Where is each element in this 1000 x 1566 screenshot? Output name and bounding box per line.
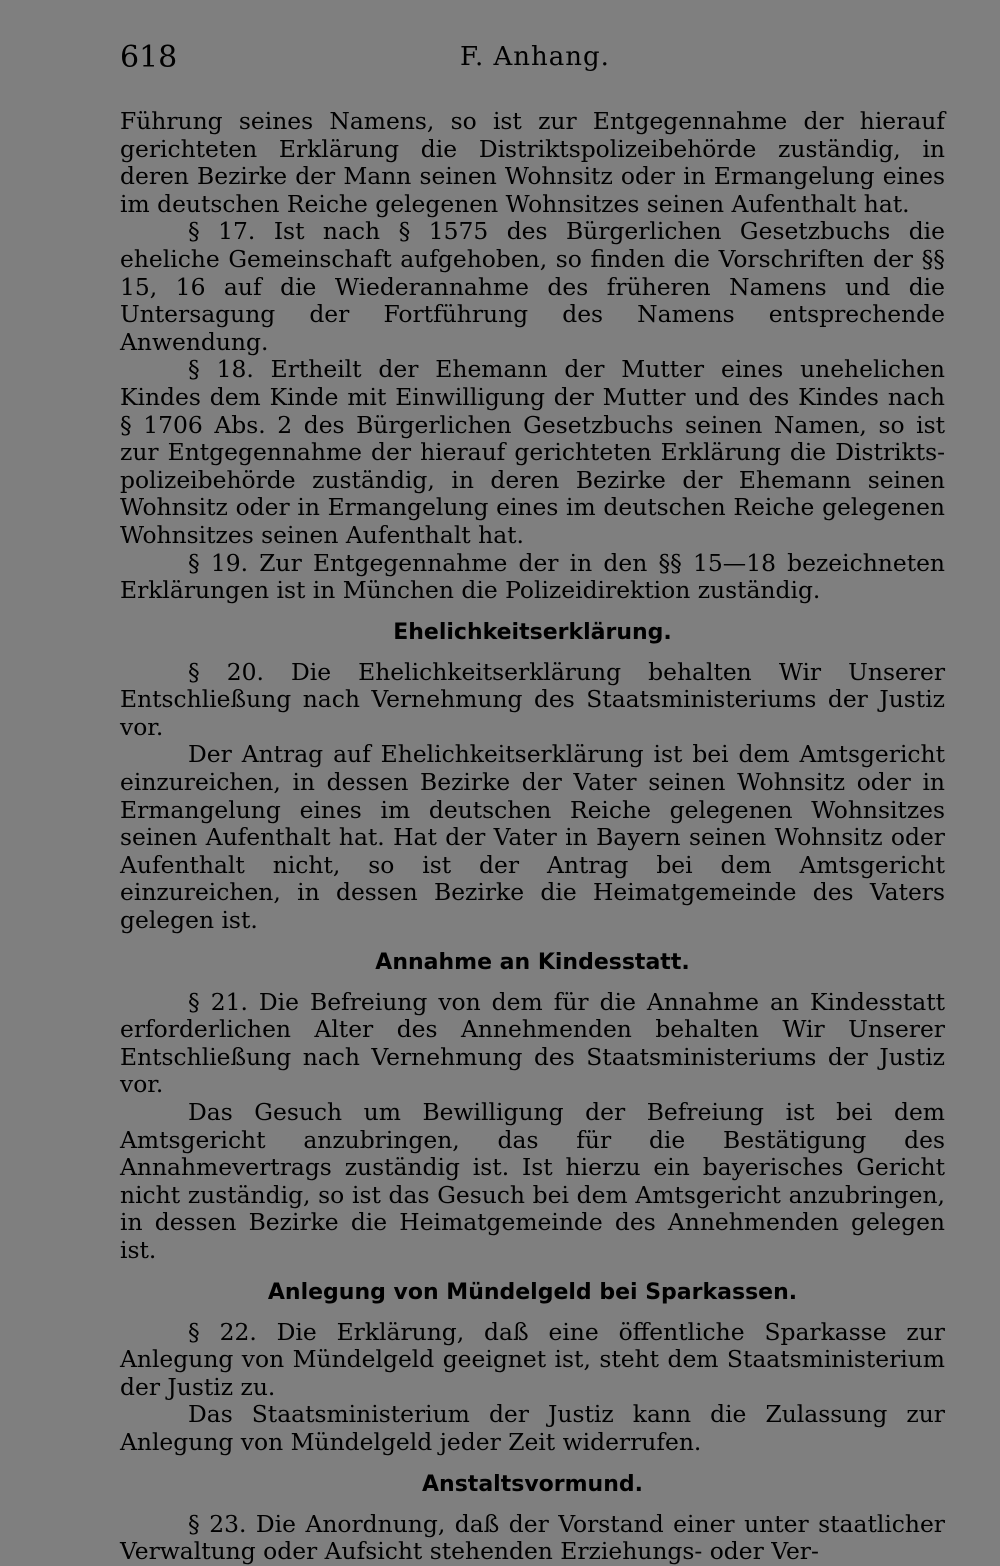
paragraph: § 20. Die Ehelichkeitserklärung behalten Wir Unserer Entschließung nach Vernehmung des Staatsministeriums der Justiz vor. bbox=[120, 657, 945, 741]
section-heading: Anstaltsvormund. bbox=[422, 1471, 643, 1497]
section-heading: Annahme an Kindesstatt. bbox=[375, 949, 690, 975]
paragraph: § 19. Zur Entgegennahme der in den §§ 15—18 bezeichneten Erklärungen ist in München die Polizeidirektion zuständig. bbox=[120, 548, 945, 605]
document-body bbox=[120, 108, 945, 1566]
paragraph: § 18. Ertheilt der Ehemann der Mutter eines unehelichen Kindes dem Kinde mit Einwilligung der Mutter und des Kindes nach § 1706 Abs. 2 des Bürgerlichen Gesetzbuchs seinen Namen, so ist zur Entgegennahme der hierauf gerichteten Erklärung die Distrikts-polizeibehörde zuständig, in deren Bezirke der Ehemann seinen Wohnsitz oder in Ermangelung eines im deutschen Reiche gelegenen Wohnsitzes seinen Aufenthalt hat. bbox=[120, 355, 945, 549]
section-heading: Anlegung von Mündelgeld bei Sparkassen. bbox=[267, 1279, 798, 1305]
paragraph: Das Staatsministerium der Justiz kann die Zulassung zur Anlegung von Mündelgeld jeder Zeit widerrufen. bbox=[120, 1400, 945, 1456]
page-header bbox=[120, 40, 945, 80]
paragraph: Der Antrag auf Ehelichkeitserklärung ist bei dem Amtsgericht einzureichen, in dessen Bezirke der Vater seinen Wohnsitz oder in Ermangelung eines im deutschen Reiche gelegenen Wohnsitzes seinen Aufenthalt hat. Hat der Vater in Bayern seinen Wohnsitz oder Aufenthalt nicht, so ist der Antrag bei dem Amtsgericht einzureichen, in dessen Bezirke die Heimatgemeinde des Vaters gelegen ist. bbox=[120, 740, 945, 935]
page-number: 618 bbox=[120, 40, 178, 75]
section-heading: Ehelichkeitserklärung. bbox=[393, 619, 672, 645]
paragraph: § 22. Die Erklärung, daß eine öffentliche Sparkasse zur Anlegung von Mündelgeld geeignet ist, steht dem Staatsministerium der Justiz zu. bbox=[120, 1317, 945, 1401]
paragraph: Führung seines Namens, so ist zur Entgegennahme der hierauf gerichteten Erklärung die Distriktspolizeibehörde zuständig, in deren Bezirke der Mann seinen Wohnsitz oder in Ermangelung eines im deutschen Reiche gelegenen Wohnsitzes seinen Aufenthalt hat. bbox=[120, 107, 945, 218]
paragraph: § 21. Die Befreiung von dem für die Annahme an Kindesstatt erforderlichen Alter des Annehmenden behalten Wir Unserer Entschließung nach Vernehmung des Staatsministeriums der Justiz vor. bbox=[120, 987, 945, 1099]
running-head: F. Anhang. bbox=[460, 42, 610, 72]
paragraph: § 23. Die Anordnung, daß der Vorstand einer unter staatlicher Verwaltung oder Aufsicht stehenden Erziehungs- oder Ver- bbox=[120, 1509, 945, 1566]
paragraph: § 17. Ist nach § 1575 des Bürgerlichen Gesetzbuchs die eheliche Gemeinschaft aufgehoben, so finden die Vorschriften der §§ 15, 16 auf die Wiederannahme des früheren Namens und die Untersagung der Fortführung des Namens entsprechende Anwendung. bbox=[120, 217, 945, 356]
paragraph: Das Gesuch um Bewilligung der Befreiung ist bei dem Amtsgericht anzubringen, das für die Bestätigung des Annahmevertrags zuständig ist. Ist hierzu ein bayerisches Gericht nicht zuständig, so ist das Gesuch bei dem Amtsgericht anzubringen, in dessen Bezirke die Heimatgemeinde des Annehmenden gelegen ist. bbox=[120, 1098, 945, 1264]
